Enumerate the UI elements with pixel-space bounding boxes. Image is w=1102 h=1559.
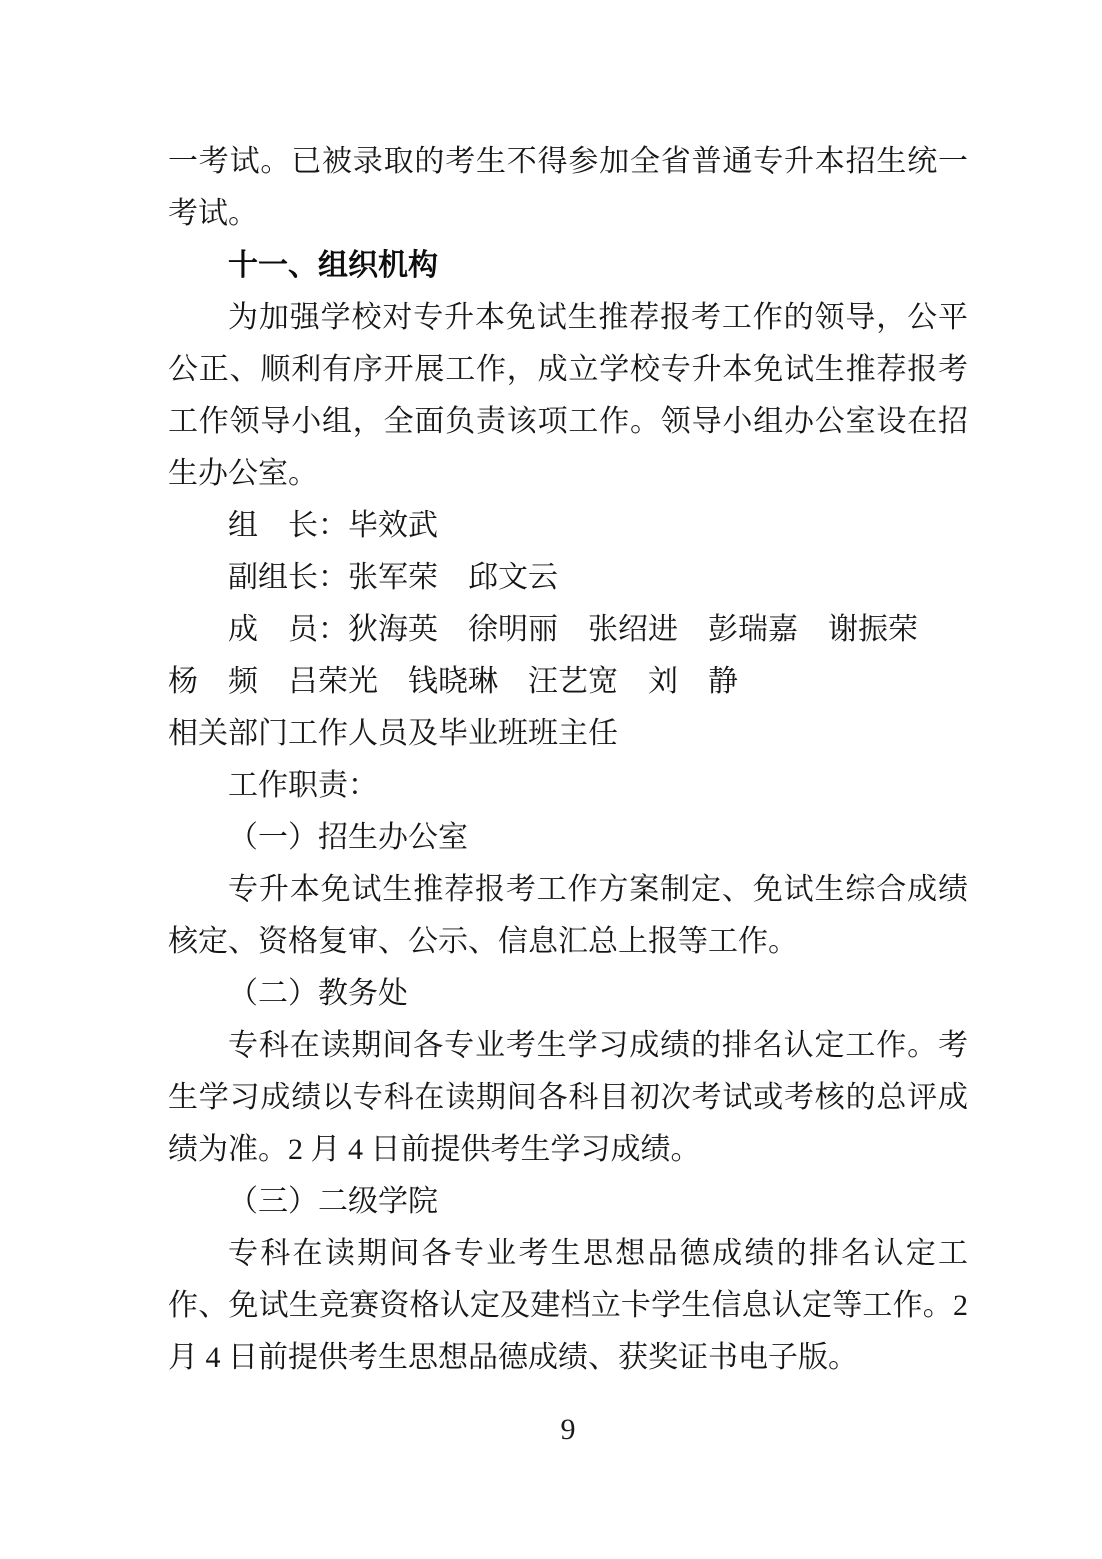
paragraph-intro: 为加强学校对专升本免试生推荐报考工作的领导，公平公正、顺利有序开展工作，成立学校专升本免试生推荐报考工作领导小组，全面负责该项工作。领导小组办公室设在招生办公室。	[168, 301, 968, 490]
subsection-heading-2: （二）教务处	[228, 977, 408, 1010]
line-members-continuation: 杨 频 吕荣光 钱晓琳 汪艺宽 刘 静	[168, 665, 738, 698]
line-members-note: 相关部门工作人员及毕业班班主任	[168, 717, 618, 750]
line-duties-label: 工作职责：	[228, 769, 378, 802]
page-footer	[168, 1404, 968, 1456]
paragraph-secondary-college: 专科在读期间各专业考生思想品德成绩的排名认定工作、免试生竞赛资格认定及建档立卡学生信息认定等工作。2 月 4 日前提供考生思想品德成绩、获奖证书电子版。	[168, 1237, 968, 1374]
page-number: 9	[560, 1413, 576, 1446]
section-heading: 十一、组织机构	[228, 249, 438, 282]
paragraph-academic-affairs: 专科在读期间各专业考生学习成绩的排名认定工作。考生学习成绩以专科在读期间各科目初次考试或考核的总评成绩为准。2 月 4 日前提供考生学习成绩。	[168, 1029, 968, 1166]
paragraph-continuation: 一考试。已被录取的考生不得参加全省普通专升本招生统一考试。	[168, 145, 968, 230]
document-body	[168, 136, 968, 1384]
paragraph-admissions-office: 专升本免试生推荐报考工作方案制定、免试生综合成绩核定、资格复审、公示、信息汇总上报等工作。	[168, 873, 968, 958]
line-group-leader: 组 长：毕效武	[228, 509, 438, 542]
subsection-heading-1: （一）招生办公室	[228, 821, 468, 854]
line-deputy-leaders: 副组长：张军荣 邱文云	[228, 561, 558, 594]
line-members: 成 员：狄海英 徐明丽 张绍进 彭瑞嘉 谢振荣	[228, 613, 918, 646]
subsection-heading-3: （三）二级学院	[228, 1185, 438, 1218]
